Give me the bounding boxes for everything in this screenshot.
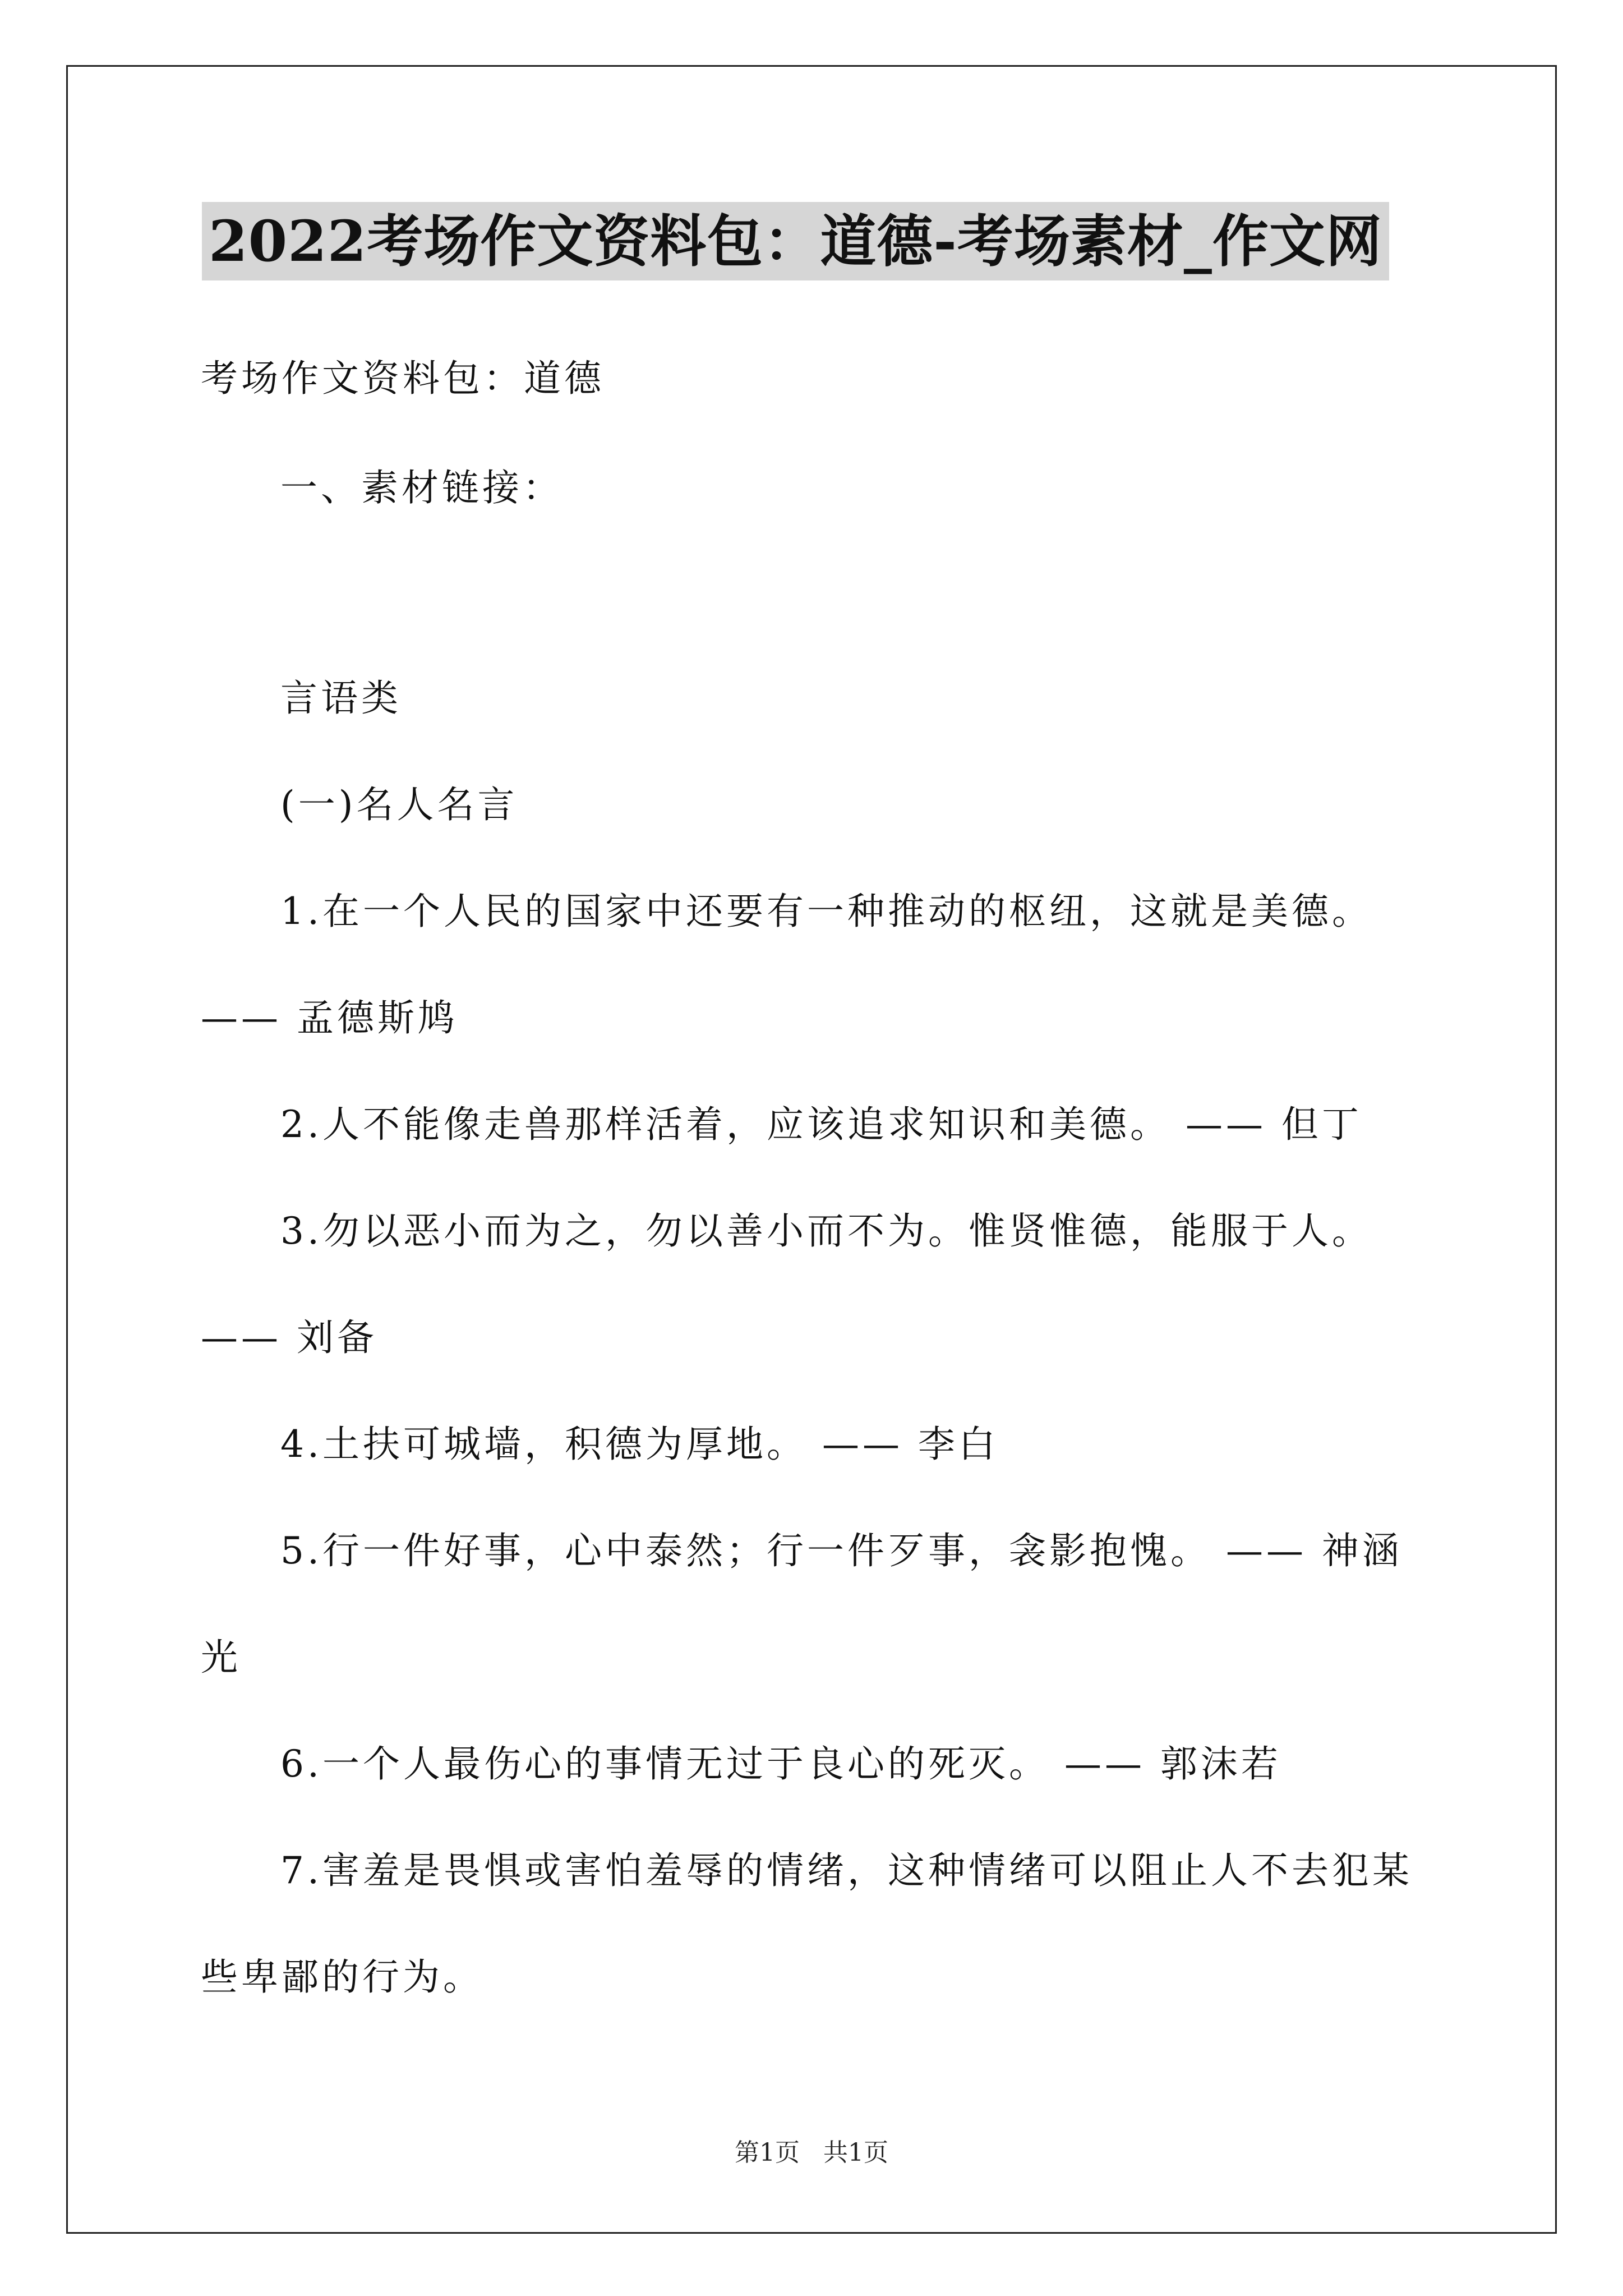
quote-line-5-author-cont: 光 <box>201 1636 241 1679</box>
text-line-category: 言语类 <box>280 677 402 720</box>
text-line-intro: 考场作文资料包：道德 <box>201 357 605 400</box>
quote-line-1: 1.在一个人民的国家中还要有一种推动的枢纽，这就是美德。 <box>280 890 1372 933</box>
page-footer: 第1页 共1页 <box>735 2138 888 2167</box>
quote-line-6: 6.一个人最伤心的事情无过于良心的死灭。 —— 郭沫若 <box>280 1742 1281 1786</box>
text-line-subheading: (一)名人名言 <box>280 783 518 826</box>
quote-line-7-cont: 些卑鄙的行为。 <box>201 1955 483 1999</box>
quote-line-4: 4.土扶可城墙，积德为厚地。 —— 李白 <box>280 1423 999 1466</box>
quote-line-2: 2.人不能像走兽那样活着，应该追求知识和美德。 —— 但丁 <box>280 1103 1362 1146</box>
quote-line-3: 3.勿以恶小而为之，勿以善小而不为。惟贤惟德，能服于人。 <box>280 1209 1372 1253</box>
quote-line-5: 5.行一件好事，心中泰然；行一件歹事，衾影抱愧。 —— 神涵 <box>280 1529 1403 1572</box>
document-title: 2022考场作文资料包：道德-考场素材_作文网 <box>202 202 1389 280</box>
quote-line-7: 7.害羞是畏惧或害怕羞辱的情绪，这种情绪可以阻止人不去犯某 <box>280 1849 1413 1892</box>
quote-line-3-author: —— 刘备 <box>201 1316 377 1359</box>
text-line-section-heading: 一、素材链接： <box>280 466 563 509</box>
quote-line-1-author: —— 孟德斯鸠 <box>201 996 458 1039</box>
